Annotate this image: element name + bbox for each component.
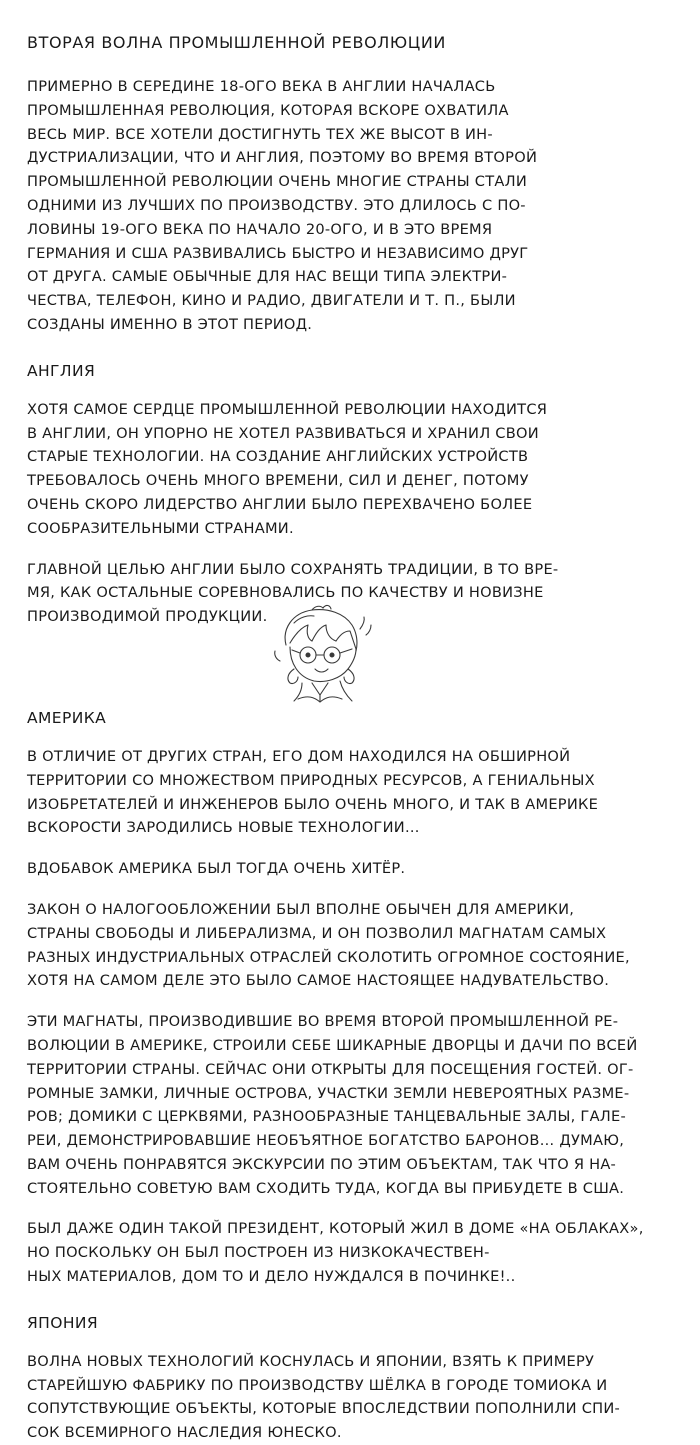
text-line: ДУСТРИАЛИЗАЦИИ, ЧТО И АНГЛИЯ, ПОЭТОМУ ВО ВРЕМЯ ВТОРОЙ bbox=[27, 149, 538, 167]
text-line: РАЗНЫХ ИНДУСТРИАЛЬНЫХ ОТРАСЛЕЙ СКОЛОТИТЬ ОГРОМНОЕ СОСТОЯНИЕ, bbox=[27, 948, 630, 966]
text-line: ТЕРРИТОРИИ СО МНОЖЕСТВОМ ПРИРОДНЫХ РЕСУРСОВ, А ГЕНИАЛЬНЫХ bbox=[27, 771, 595, 789]
text-line: ЗАКОН О НАЛОГООБЛОЖЕНИИ БЫЛ ВПОЛНЕ ОБЫЧЕН ДЛЯ АМЕРИКИ, bbox=[27, 900, 575, 918]
text-column bbox=[27, 30, 677, 1445]
text-line: ВАМ ОЧЕНЬ ПОНРАВЯТСЯ ЭКСКУРСИИ ПО ЭТИМ ОБЪЕКТАМ, ТАК ЧТО Я НА- bbox=[27, 1155, 617, 1173]
text-line: ХОТЯ НА САМОМ ДЕЛЕ ЭТО БЫЛО САМОЕ НАСТОЯЩЕЕ НАДУВАТЕЛЬСТВО. bbox=[27, 972, 610, 990]
text-line: СООБРАЗИТЕЛЬНЫМИ СТРАНАМИ. bbox=[27, 519, 294, 537]
text-line: НО ПОСКОЛЬКУ ОН БЫЛ ПОСТРОЕН ИЗ НИЗКОКАЧЕСТВЕН- bbox=[27, 1244, 490, 1262]
text-line: В АНГЛИИ, ОН УПОРНО НЕ ХОТЕЛ РАЗВИВАТЬСЯ И ХРАНИЛ СВОИ bbox=[27, 424, 539, 442]
chibi-character-sketch bbox=[268, 603, 378, 703]
text-line: РОМНЫЕ ЗАМКИ, ЛИЧНЫЕ ОСТРОВА, УЧАСТКИ ЗЕМЛИ НЕВЕРОЯТНЫХ РАЗМЕ- bbox=[27, 1084, 630, 1102]
text-line: РОВ; ДОМИКИ С ЦЕРКВЯМИ, РАЗНООБРАЗНЫЕ ТАНЦЕВАЛЬНЫЕ ЗАЛЫ, ГАЛЕ- bbox=[27, 1108, 627, 1126]
text-line: СТОЯТЕЛЬНО СОВЕТУЮ ВАМ СХОДИТЬ ТУДА, КОГДА ВЫ ПРИБУДЕТЕ В США. bbox=[27, 1179, 625, 1197]
america-paragraph-1 bbox=[27, 745, 677, 840]
section-heading-japan: ЯПОНИЯ bbox=[27, 1313, 99, 1332]
text-line: ГЛАВНОЙ ЦЕЛЬЮ АНГЛИИ БЫЛО СОХРАНЯТЬ ТРАДИЦИИ, В ТО ВРЕ- bbox=[27, 560, 559, 578]
page-title: ВТОРАЯ ВОЛНА ПРОМЫШЛЕННОЙ РЕВОЛЮЦИИ bbox=[27, 33, 446, 52]
text-line: СТАРЕЙШУЮ ФАБРИКУ ПО ПРОИЗВОДСТВУ ШЁЛКА В ГОРОДЕ ТОМИОКА И bbox=[27, 1376, 608, 1394]
text-line: РЕИ, ДЕМОНСТРИРОВАВШИЕ НЕОБЪЯТНОЕ БОГАТСТВО БАРОНОВ… ДУМАЮ, bbox=[27, 1132, 625, 1150]
text-line: ВДОБАВОК АМЕРИКА БЫЛ ТОГДА ОЧЕНЬ ХИТЁР. bbox=[27, 860, 406, 878]
text-line: ОДНИМИ ИЗ ЛУЧШИХ ПО ПРОИЗВОДСТВУ. ЭТО ДЛИЛОСЬ С ПО- bbox=[27, 196, 526, 214]
text-line: БЫЛ ДАЖЕ ОДИН ТАКОЙ ПРЕЗИДЕНТ, КОТОРЫЙ ЖИЛ В ДОМЕ «НА ОБЛАКАХ», bbox=[27, 1220, 644, 1238]
text-line: ЭТИ МАГНАТЫ, ПРОИЗВОДИВШИЕ ВО ВРЕМЯ ВТОРОЙ ПРОМЫШЛЕННОЙ РЕ- bbox=[27, 1013, 619, 1031]
text-line: ВОЛНА НОВЫХ ТЕХНОЛОГИЙ КОСНУЛАСЬ И ЯПОНИИ, ВЗЯТЬ К ПРИМЕРУ bbox=[27, 1352, 595, 1370]
text-line: ТРЕБОВАЛОСЬ ОЧЕНЬ МНОГО ВРЕМЕНИ, СИЛ И ДЕНЕГ, ПОТОМУ bbox=[27, 472, 529, 490]
text-line: ТЕРРИТОРИИ СТРАНЫ. СЕЙЧАС ОНИ ОТКРЫТЫ ДЛЯ ПОСЕЩЕНИЯ ГОСТЕЙ. ОГ- bbox=[27, 1060, 634, 1078]
text-line: ПРОИЗВОДИМОЙ ПРОДУКЦИИ. bbox=[27, 608, 268, 626]
text-line: ОЧЕНЬ СКОРО ЛИДЕРСТВО АНГЛИИ БЫЛО ПЕРЕХВАЧЕНО БОЛЕЕ bbox=[27, 495, 533, 513]
japan-paragraph-1 bbox=[27, 1350, 677, 1445]
text-line: ВОЛЮЦИИ В АМЕРИКЕ, СТРОИЛИ СЕБЕ ШИКАРНЫЕ ДВОРЦЫ И ДАЧИ ПО ВСЕЙ bbox=[27, 1036, 638, 1054]
text-line: МЯ, КАК ОСТАЛЬНЫЕ СОРЕВНОВАЛИСЬ ПО КАЧЕСТВУ И НОВИЗНЕ bbox=[27, 584, 544, 602]
text-line: НЫХ МАТЕРИАЛОВ, ДОМ ТО И ДЕЛО НУЖДАЛСЯ В ПОЧИНКЕ!.. bbox=[27, 1268, 516, 1286]
america-paragraph-3 bbox=[27, 898, 677, 993]
text-line: ПРИМЕРНО В СЕРЕДИНЕ 18-ОГО ВЕКА В АНГЛИИ НАЧАЛАСЬ bbox=[27, 78, 496, 95]
america-paragraph-4 bbox=[27, 1010, 677, 1200]
text-line: ЛОВИНЫ 19-ОГО ВЕКА ПО НАЧАЛО 20-ОГО, И В ЭТО ВРЕМЯ bbox=[27, 220, 493, 238]
intro-paragraph bbox=[27, 75, 677, 337]
text-line: ПРОМЫШЛЕННАЯ РЕВОЛЮЦИЯ, КОТОРАЯ ВСКОРЕ ОХВАТИЛА bbox=[27, 101, 509, 119]
text-line: ВСКОРОСТИ ЗАРОДИЛИСЬ НОВЫЕ ТЕХНОЛОГИИ… bbox=[27, 819, 420, 837]
america-paragraph-5 bbox=[27, 1217, 677, 1288]
text-line: СОПУТСТВУЮЩИЕ ОБЪЕКТЫ, КОТОРЫЕ ВПОСЛЕДСТВИИ ПОПОЛНИЛИ СПИ- bbox=[27, 1400, 621, 1418]
section-heading-england: АНГЛИЯ bbox=[27, 361, 96, 380]
text-line: СОК ВСЕМИРНОГО НАСЛЕДИЯ ЮНЕСКО. bbox=[27, 1424, 342, 1442]
text-line: ПРОМЫШЛЕННОЙ РЕВОЛЮЦИИ ОЧЕНЬ МНОГИЕ СТРАНЫ СТАЛИ bbox=[27, 173, 527, 191]
text-line: ЧЕСТВА, ТЕЛЕФОН, КИНО И РАДИО, ДВИГАТЕЛИ И Т. П., БЫЛИ bbox=[27, 292, 516, 310]
england-paragraph-1 bbox=[27, 398, 677, 541]
text-line: СТАРЫЕ ТЕХНОЛОГИИ. НА СОЗДАНИЕ АНГЛИЙСКИХ УСТРОЙСТВ bbox=[27, 448, 529, 466]
text-line: В ОТЛИЧИЕ ОТ ДРУГИХ СТРАН, ЕГО ДОМ НАХОДИЛСЯ НА ОБШИРНОЙ bbox=[27, 747, 571, 765]
section-heading-america: АМЕРИКА bbox=[27, 708, 107, 727]
text-line: ВЕСЬ МИР. ВСЕ ХОТЕЛИ ДОСТИГНУТЬ ТЕХ ЖЕ ВЫСОТ В ИН- bbox=[27, 125, 493, 143]
text-line: ОТ ДРУГА. САМЫЕ ОБЫЧНЫЕ ДЛЯ НАС ВЕЩИ ТИПА ЭЛЕКТРИ- bbox=[27, 268, 508, 286]
text-line: ГЕРМАНИЯ И США РАЗВИВАЛИСЬ БЫСТРО И НЕЗАВИСИМО ДРУГ bbox=[27, 244, 529, 262]
text-line: ХОТЯ САМОЕ СЕРДЦЕ ПРОМЫШЛЕННОЙ РЕВОЛЮЦИИ НАХОДИТСЯ bbox=[27, 400, 548, 418]
text-line: СТРАНЫ СВОБОДЫ И ЛИБЕРАЛИЗМА, И ОН ПОЗВОЛИЛ МАГНАТАМ САМЫХ bbox=[27, 924, 607, 942]
text-line: СОЗДАНЫ ИМЕННО В ЭТОТ ПЕРИОД. bbox=[27, 315, 313, 333]
america-paragraph-2 bbox=[27, 857, 677, 881]
text-line: ИЗОБРЕТАТЕЛЕЙ И ИНЖЕНЕРОВ БЫЛО ОЧЕНЬ МНОГО, И ТАК В АМЕРИКЕ bbox=[27, 795, 599, 813]
